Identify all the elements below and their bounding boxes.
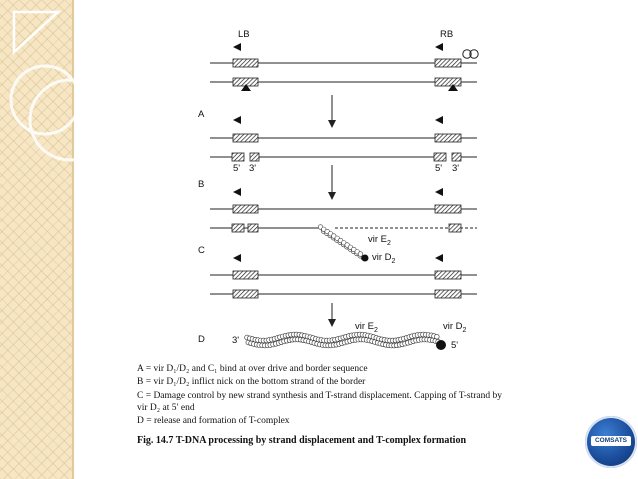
- comsats-logo: [585, 416, 637, 468]
- vir-e2-label-b: vir $E_2$: [368, 234, 391, 247]
- vir-d2-cap: [362, 255, 369, 262]
- caption-c-line1: C = Damage control by new strand synthesis and T-strand displacement. Capping of T-strand by: [137, 391, 502, 401]
- vir-d2-label-b: vir $D_2$: [372, 252, 396, 265]
- step-d-label: D: [198, 334, 205, 345]
- dna-initial: [210, 43, 478, 91]
- t-complex: [245, 332, 441, 348]
- lb-three-prime: 3': [249, 163, 257, 174]
- step-c-label: C: [198, 245, 205, 256]
- dna-step-b: [210, 188, 477, 262]
- dna-step-a: [210, 116, 477, 161]
- t-complex-bead: [434, 334, 439, 339]
- t-complex-five-prime: 5': [451, 340, 459, 351]
- figure-caption: Fig. 14.7 T-DNA processing by strand displacement and T-complex formation: [137, 435, 467, 446]
- vir-d2-label-d: vir $D_2$: [443, 321, 467, 334]
- t-complex-vir-d2-cap: [436, 340, 446, 350]
- rb-five-prime: 5': [435, 163, 443, 174]
- caption-a: A = vir D₁/D₂ and C₁ bind at over drive and border sequence: [137, 364, 368, 374]
- rb-border-box: [435, 59, 461, 67]
- decorative-corner-triangle: [14, 12, 58, 52]
- caption-d: D = release and formation of T-complex: [137, 416, 290, 426]
- t-complex-three-prime: 3': [232, 335, 240, 346]
- rb-label: RB: [440, 29, 454, 40]
- rb-three-prime: 3': [452, 163, 460, 174]
- lb-label: LB: [238, 29, 250, 40]
- process-arrow-1: [328, 95, 336, 128]
- displaced-t-strand: [318, 225, 366, 261]
- caption-b: B = vir D₁/D₂ inflict nick on the bottom strand of the border: [137, 377, 366, 387]
- caption-c-line2: vir D₂ at 5′ end: [137, 403, 195, 413]
- process-arrow-2: [328, 165, 336, 200]
- plasmid-icon: [463, 50, 478, 58]
- vir-e2-label-d: vir $E_2$: [355, 321, 378, 334]
- decorative-circles: [11, 66, 110, 160]
- step-a-label: A: [198, 109, 205, 120]
- logo-text: COMSATS: [594, 437, 628, 444]
- t-strand-bead: [358, 252, 363, 257]
- dna-step-c: [210, 254, 477, 298]
- process-arrow-3: [328, 303, 336, 327]
- lb-border-box: [233, 59, 258, 67]
- lb-five-prime: 5': [233, 163, 241, 174]
- rb-arrowhead: [435, 43, 443, 51]
- lb-arrowhead: [233, 43, 241, 51]
- step-b-label: B: [198, 179, 205, 190]
